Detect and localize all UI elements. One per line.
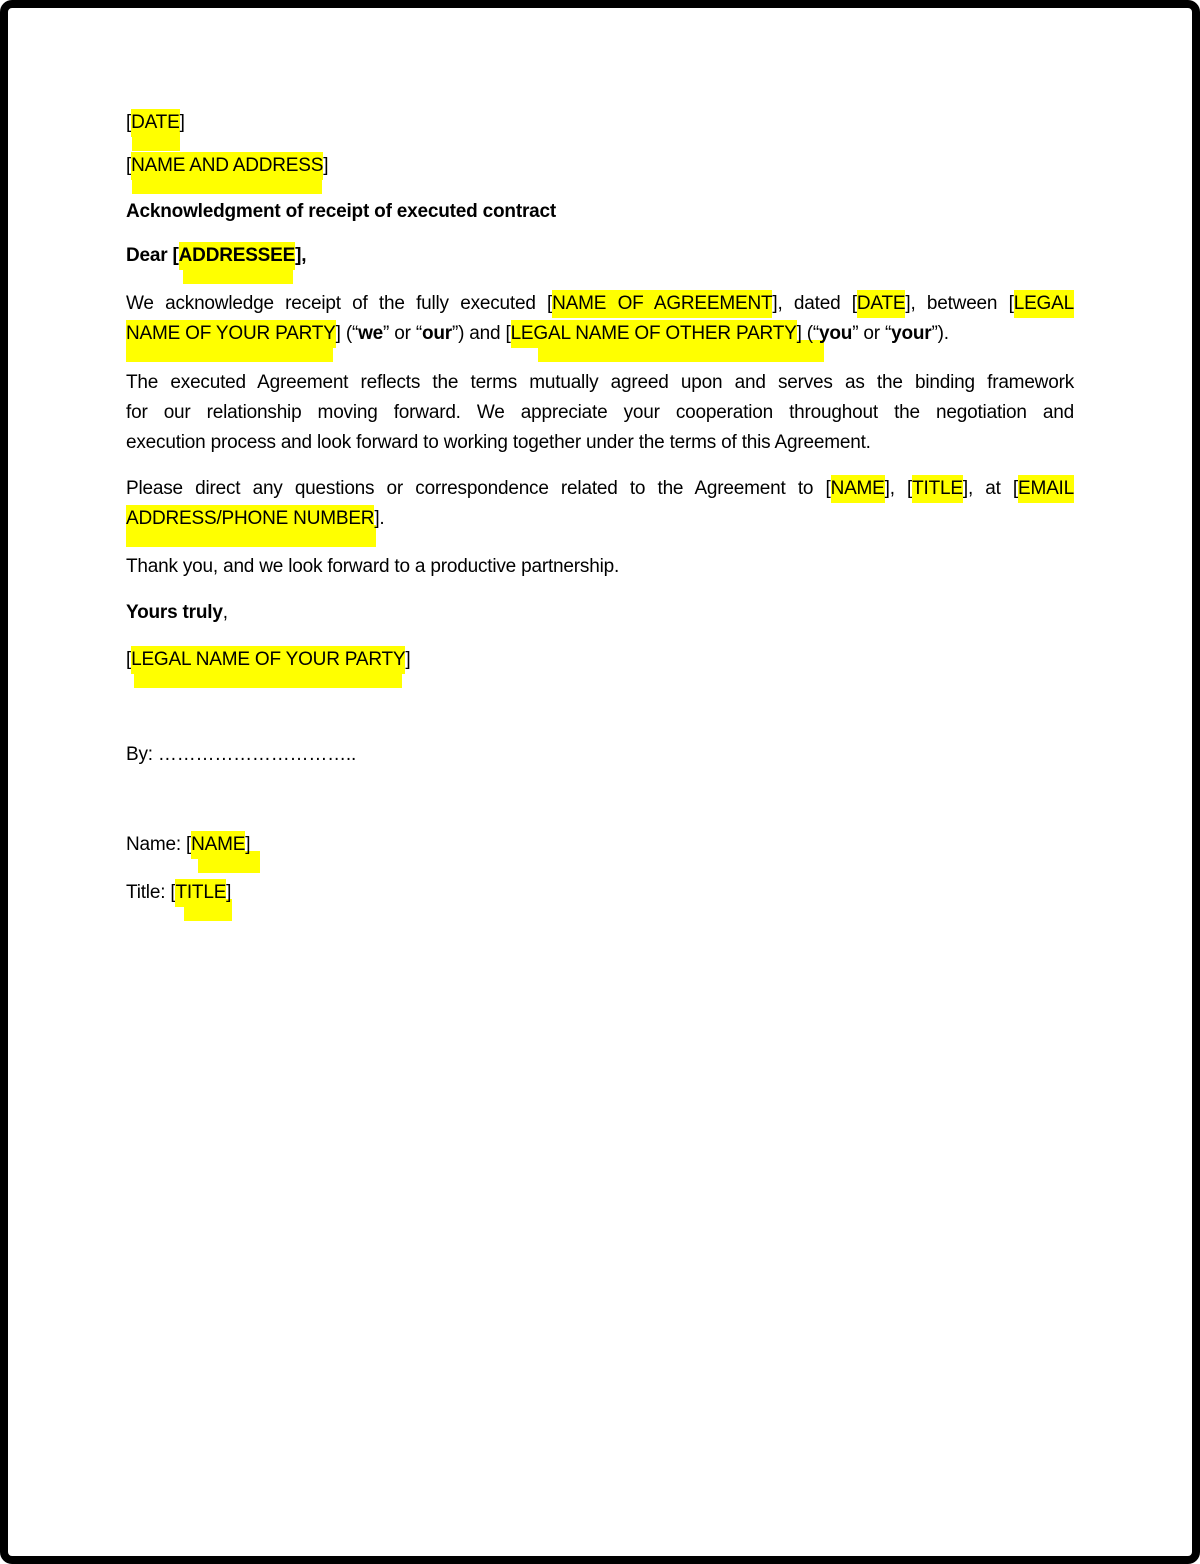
placeholder-highlight: ADDRESSEE xyxy=(179,242,295,270)
text-segment: ] xyxy=(226,882,232,903)
text-line xyxy=(126,319,1074,349)
text-segment: Please direct any questions or correspondence related to the Agreement to [ xyxy=(126,478,831,499)
text-segment: you xyxy=(819,323,853,344)
text-segment: [ xyxy=(126,155,132,176)
placeholder-highlight: DATE xyxy=(131,109,179,137)
placeholder-highlight: NAME AND ADDRESS xyxy=(131,152,323,180)
text-line xyxy=(126,108,1074,138)
text-line xyxy=(126,474,1074,504)
text-segment: ] xyxy=(405,649,411,670)
text-segment: ”) and [ xyxy=(451,323,511,344)
text-line xyxy=(126,740,1074,770)
placeholder-highlight: LEGAL NAME OF YOUR PARTY xyxy=(131,646,405,674)
signer-title-line xyxy=(126,878,1074,921)
text-line xyxy=(126,504,1074,534)
text-segment: ] xyxy=(323,155,329,176)
highlight-extension-line xyxy=(126,349,1074,362)
text-segment: , xyxy=(222,602,228,623)
paragraph-thanks xyxy=(126,552,1074,582)
text-segment: ” or “ xyxy=(383,323,422,344)
text-line xyxy=(126,428,1074,458)
placeholder-highlight: TITLE xyxy=(912,475,963,503)
text-segment: our xyxy=(421,323,452,344)
placeholder-highlight: LEGAL xyxy=(1014,290,1074,318)
text-line xyxy=(126,151,1074,181)
text-segment: Title: [ xyxy=(126,882,176,903)
text-line xyxy=(126,398,1074,428)
text-segment: execution process and look forward to working together under the terms of this Agreement. xyxy=(126,432,871,453)
party-name-line xyxy=(126,645,1074,688)
text-line xyxy=(126,878,1074,908)
text-segment: Name: [ xyxy=(126,834,192,855)
placeholder-highlight: NAME OF AGREEMENT xyxy=(552,290,772,318)
placeholder-highlight: NAME xyxy=(831,475,885,503)
recipient-line xyxy=(126,151,1074,194)
highlight-extension-line xyxy=(126,534,1074,547)
text-segment: [ xyxy=(126,112,132,133)
text-segment: The executed Agreement reflects the terms mutually agreed upon and serves as the binding framework xyxy=(126,372,1074,393)
text-segment: Dear [ xyxy=(126,245,179,266)
text-segment: ]. xyxy=(374,508,385,529)
highlight-extension-line xyxy=(126,181,1074,194)
placeholder-highlight: NAME OF YOUR PARTY xyxy=(126,320,336,348)
placeholder-highlight: EMAIL xyxy=(1018,475,1074,503)
text-segment: ] (“ xyxy=(335,323,359,344)
placeholder-highlight: NAME xyxy=(191,831,245,859)
text-segment: Acknowledgment of receipt of executed contract xyxy=(126,201,556,222)
signature-by-line xyxy=(126,740,1074,770)
text-line xyxy=(126,645,1074,675)
text-segment: ”). xyxy=(931,323,949,344)
text-segment: Thank you, and we look forward to a productive partnership. xyxy=(126,556,620,577)
letter-content xyxy=(8,8,1192,921)
placeholder-highlight: TITLE xyxy=(175,879,226,907)
text-segment: ], dated [ xyxy=(772,293,857,314)
paragraph-contact xyxy=(126,474,1074,547)
text-line xyxy=(126,598,1074,628)
placeholder-highlight: LEGAL NAME OF OTHER PARTY xyxy=(511,320,797,348)
text-segment: We acknowledge receipt of the fully executed [ xyxy=(126,293,553,314)
text-segment: ], xyxy=(295,245,307,266)
text-line xyxy=(126,552,1074,582)
highlight-extension-line xyxy=(126,675,1074,688)
text-segment: ” or “ xyxy=(852,323,892,344)
text-segment: ], at [ xyxy=(962,478,1018,499)
text-segment: ], between [ xyxy=(905,293,1014,314)
text-segment: ] xyxy=(245,834,251,855)
text-segment: ], [ xyxy=(884,478,913,499)
text-segment: [ xyxy=(126,649,132,670)
text-segment: Yours truly xyxy=(126,602,223,623)
text-segment: ] (“ xyxy=(796,323,820,344)
text-segment: By: ………………………….. xyxy=(126,744,357,765)
text-line xyxy=(126,368,1074,398)
text-segment: for our relationship moving forward. We appreciate your cooperation throughout the negotiation and xyxy=(126,402,1074,423)
closing xyxy=(126,598,1074,628)
subject-heading xyxy=(126,197,1074,227)
text-line xyxy=(126,830,1074,860)
text-segment: we xyxy=(358,323,384,344)
text-line xyxy=(126,241,1074,271)
highlight-extension-line xyxy=(126,860,1074,873)
text-line xyxy=(126,289,1074,319)
paragraph-acknowledgment xyxy=(126,289,1074,362)
salutation xyxy=(126,241,1074,284)
highlight-extension-line xyxy=(126,138,1074,151)
highlight-extension-line xyxy=(126,908,1074,921)
paragraph-terms xyxy=(126,368,1074,458)
date-line xyxy=(126,108,1074,151)
text-segment: your xyxy=(891,323,932,344)
text-line xyxy=(126,197,1074,227)
placeholder-highlight: ADDRESS/PHONE NUMBER xyxy=(126,505,374,533)
placeholder-highlight: DATE xyxy=(857,290,905,318)
text-segment: ] xyxy=(179,112,185,133)
signer-name-line xyxy=(126,830,1074,873)
highlight-extension-line xyxy=(126,271,1074,284)
